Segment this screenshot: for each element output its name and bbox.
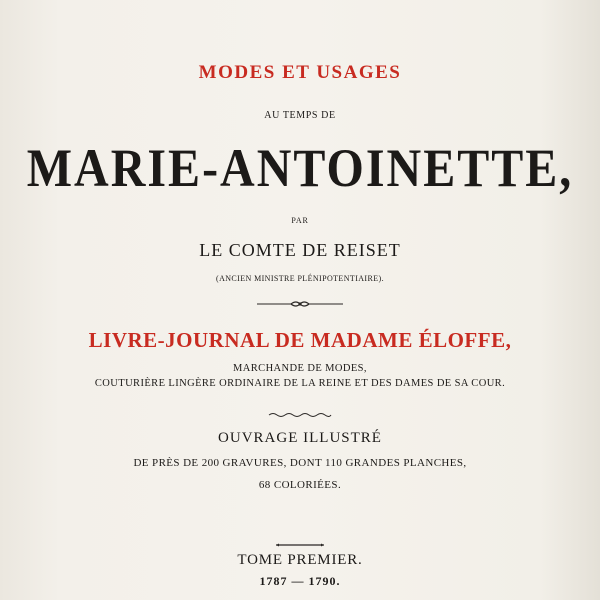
- subtitle: LIVRE-JOURNAL DE MADAME ÉLOFFE,: [88, 328, 512, 352]
- subtitle-line-2: COUTURIÈRE LINGÈRE ORDINAIRE DE LA REINE ET DES DAMES DE SA COUR.: [94, 378, 506, 389]
- illustrated-heading: OUVRAGE ILLUSTRÉ: [218, 430, 382, 446]
- author-name: LE COMTE DE REISET: [199, 240, 401, 260]
- main-title: MARIE-ANTOINETTE,: [26, 139, 574, 199]
- series-title: MODES ET USAGES: [198, 62, 402, 83]
- au-temps-de-text: AU TEMPS DE: [264, 110, 336, 121]
- author-note: (ANCIEN MINISTRE PLÉNIPOTENTIAIRE).: [216, 274, 384, 283]
- subtitle-line-1: MARCHANDE DE MODES,: [233, 363, 367, 374]
- ornament-divider-bottom: [0, 535, 600, 553]
- illustrations-line-1: DE PRÈS DE 200 GRAVURES, DONT 110 GRANDES PLANCHES,: [133, 457, 467, 469]
- years-label: 1787 — 1790.: [259, 574, 341, 588]
- illustrations-line-2: 68 COLORIÉES.: [258, 479, 342, 491]
- ornament-divider-middle: [0, 405, 600, 423]
- volume-label: TOME PREMIER.: [237, 552, 363, 568]
- ornament-divider-top: [0, 296, 600, 314]
- par-text: PAR: [291, 216, 309, 225]
